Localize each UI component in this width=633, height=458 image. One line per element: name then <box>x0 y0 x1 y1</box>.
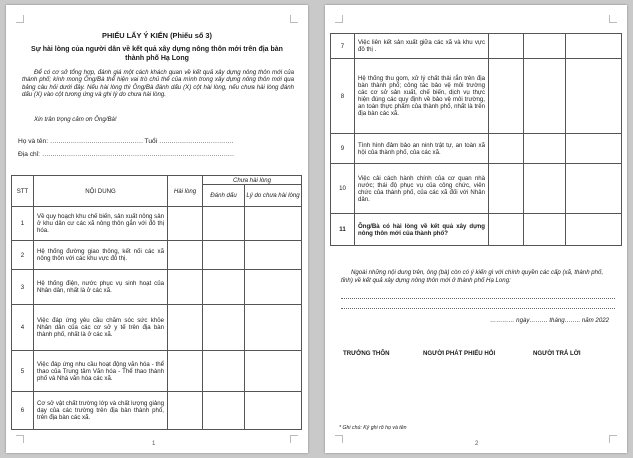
signature-issuer: NGƯỜI PHÁT PHIẾU HỎI <box>423 350 496 357</box>
row-number: 3 <box>12 270 34 305</box>
table-row <box>12 241 302 270</box>
mark-cell[interactable] <box>203 351 245 392</box>
header-satisfied: Hài lòng <box>168 176 203 207</box>
table-row <box>12 305 302 351</box>
table-row <box>12 207 302 241</box>
row-content: Việc đáp ứng yêu cầu chăm sóc sức khỏe Nhân dân của các cơ sở y tế trên địa bàn thành phố, nhất là ở các xã. <box>34 305 168 351</box>
page-margin-marker <box>290 15 298 23</box>
document-page-2 <box>325 5 627 453</box>
signature-village-head: TRƯỞNG THÔN <box>343 350 390 357</box>
satisfied-cell[interactable] <box>168 241 203 270</box>
mark-cell[interactable] <box>524 134 566 164</box>
page-number: 2 <box>475 441 479 447</box>
reason-cell[interactable] <box>245 270 302 305</box>
row-content: Ông/Bà có hài lòng về kết quả xây dựng nông thôn mới của thành phố? <box>355 214 489 246</box>
satisfied-cell[interactable] <box>489 214 524 246</box>
answer-line[interactable] <box>341 298 615 299</box>
other-opinion-prompt: Ngoài những nội dung trên, ông (bà) còn có ý kiến gì với chính quyền các cấp (xã, thành phố, tỉnh) về kết quả xây dựng nông thôn mới ở thành phố Hạ Long: <box>341 269 604 284</box>
row-number: 7 <box>331 34 355 59</box>
name-blank[interactable]: ……………………………………… <box>49 138 143 145</box>
row-content: Việc đáp ứng nhu cầu hoạt động văn hóa - thể thao của Trung tâm Văn hóa - Thể thao thành phố và Nhà văn hóa các xã. <box>34 351 168 392</box>
page-margin-marker <box>609 435 617 443</box>
row-content: Tình hình đảm bảo an ninh trật tự, an toàn xã hội của thành phố, của các xã. <box>355 134 489 164</box>
reason-cell[interactable] <box>566 214 622 246</box>
page-margin-marker <box>16 435 24 443</box>
page-margin-marker <box>290 435 298 443</box>
age-blank[interactable]: ……………………………… <box>158 138 234 145</box>
satisfied-cell[interactable] <box>489 59 524 134</box>
reason-cell[interactable] <box>245 392 302 430</box>
form-title: PHIẾU LẤY Ý KIẾN (Phiếu số 3) <box>102 31 212 40</box>
row-number: 11 <box>331 214 355 246</box>
row-number: 9 <box>331 134 355 164</box>
page-number: 1 <box>152 441 156 447</box>
age-label: Tuổi <box>144 138 158 145</box>
row-content: Hệ thống điện, nước phục vụ sinh hoạt của Nhân dân, nhất là ở các xã. <box>34 270 168 305</box>
satisfied-cell[interactable] <box>168 392 203 430</box>
table-row <box>12 270 302 305</box>
thanks-text: Xin trân trọng cảm ơn Ông/Bà! <box>34 116 117 123</box>
satisfied-cell[interactable] <box>168 305 203 351</box>
reason-cell[interactable] <box>566 59 622 134</box>
page-margin-marker <box>335 15 343 23</box>
mark-cell[interactable] <box>203 305 245 351</box>
mark-cell[interactable] <box>203 270 245 305</box>
header-reason: Lý do chưa hài lòng <box>245 185 302 207</box>
table-row <box>12 392 302 430</box>
date-line[interactable]: ………… ngày……… tháng…….. năm 2022 <box>490 317 609 324</box>
form-intro: Để có cơ sở tổng hợp, đánh giá một cách khách quan về kết quả xây dựng nông thôn mới của thành phố; kính mong Ông/Bà thể hiện vai trò chủ thể của mình trong xây dựng nông thôn mới qua bảng câu hỏi dưới đây. Nếu hài lòng thì Ông/Bà đánh dấu (X) cột hài lòng, nếu chưa hài lòng đánh dấu (X) vào cột tương ứng và ghi lý do chưa hài lòng. <box>22 69 294 98</box>
address-label: Địa chỉ: <box>18 151 40 158</box>
form-subtitle: Sự hài lòng của người dân về kết quả xây dựng nông thôn mới trên địa bàn thành phố Hạ Long <box>31 46 283 62</box>
name-age-field[interactable] <box>18 138 233 145</box>
mark-cell[interactable] <box>203 392 245 430</box>
row-number: 10 <box>331 164 355 214</box>
table-row <box>12 351 302 392</box>
row-number: 6 <box>12 392 34 430</box>
row-content: Về quy hoạch khu chế biến, sản xuất nông sản ở khu dân cư các xã nông thôn gắn với đô thị hóa. <box>34 207 168 241</box>
row-content: Hệ thống đường giao thông, kết nối các xã nông thôn với các khu vực đô thị. <box>34 241 168 270</box>
page-margin-marker <box>609 15 617 23</box>
satisfied-cell[interactable] <box>489 164 524 214</box>
mark-cell[interactable] <box>203 241 245 270</box>
row-number: 2 <box>12 241 34 270</box>
mark-cell[interactable] <box>524 59 566 134</box>
row-content: Hệ thống thu gom, xử lý chất thải rắn trên địa bàn thành phố; công tác bảo vệ môi trường các cơ sở sản xuất, chế biến, dịch vụ thực hiện đúng các quy định về bảo vệ môi trường, an toàn thực phẩm của thành phố, nhất là trên địa bàn các xã. <box>355 59 489 134</box>
reason-cell[interactable] <box>566 164 622 214</box>
reason-cell[interactable] <box>245 241 302 270</box>
name-label: Họ và tên: <box>18 138 49 145</box>
page-margin-marker <box>335 435 343 443</box>
page-margin-marker <box>16 15 24 23</box>
mark-cell[interactable] <box>524 214 566 246</box>
header-unsatisfied: Chưa hài lòng <box>203 176 302 185</box>
table-row <box>331 134 622 164</box>
mark-cell[interactable] <box>524 164 566 214</box>
satisfied-cell[interactable] <box>168 207 203 241</box>
row-number: 5 <box>12 351 34 392</box>
reason-cell[interactable] <box>566 134 622 164</box>
reason-cell[interactable] <box>245 351 302 392</box>
header-content: NỘI DUNG <box>34 176 168 207</box>
signature-respondent: NGƯỜI TRẢ LỜI <box>533 350 581 357</box>
reason-cell[interactable] <box>245 207 302 241</box>
answer-line[interactable] <box>341 308 615 309</box>
mark-cell[interactable] <box>524 34 566 59</box>
survey-table-part-1 <box>11 175 302 430</box>
table-row <box>331 59 622 134</box>
row-content: Cơ sở vật chất trường lớp và chất lượng giảng dạy của các trường trên địa bàn thành phố, trên địa bàn các xã. <box>34 392 168 430</box>
row-content: Việc liên kết sản xuất giữa các xã và khu vực đô thị . <box>355 34 489 59</box>
row-number: 8 <box>331 59 355 134</box>
footnote: * Ghi chú: Ký ghi rõ họ và tên <box>339 425 407 431</box>
satisfied-cell[interactable] <box>489 34 524 59</box>
header-stt: STT <box>12 176 34 207</box>
satisfied-cell[interactable] <box>489 134 524 164</box>
document-page-1 <box>6 5 308 453</box>
mark-cell[interactable] <box>203 207 245 241</box>
table-row <box>331 214 622 246</box>
reason-cell[interactable] <box>245 305 302 351</box>
header-mark: Đánh dấu <box>203 185 245 207</box>
satisfied-cell[interactable] <box>168 270 203 305</box>
survey-table-part-2 <box>330 33 622 246</box>
table-row <box>331 164 622 214</box>
row-content: Việc cải cách hành chính của cơ quan nhà nước; thái độ phục vụ của công chức, viên chức của thành phố, của các xã đối với Nhân dân. <box>355 164 489 214</box>
satisfied-cell[interactable] <box>168 351 203 392</box>
reason-cell[interactable] <box>566 34 622 59</box>
address-blank[interactable]: ………………………………………………………………………………… <box>41 151 234 158</box>
table-row <box>331 34 622 59</box>
row-number: 4 <box>12 305 34 351</box>
address-field[interactable] <box>18 151 234 158</box>
row-number: 1 <box>12 207 34 241</box>
